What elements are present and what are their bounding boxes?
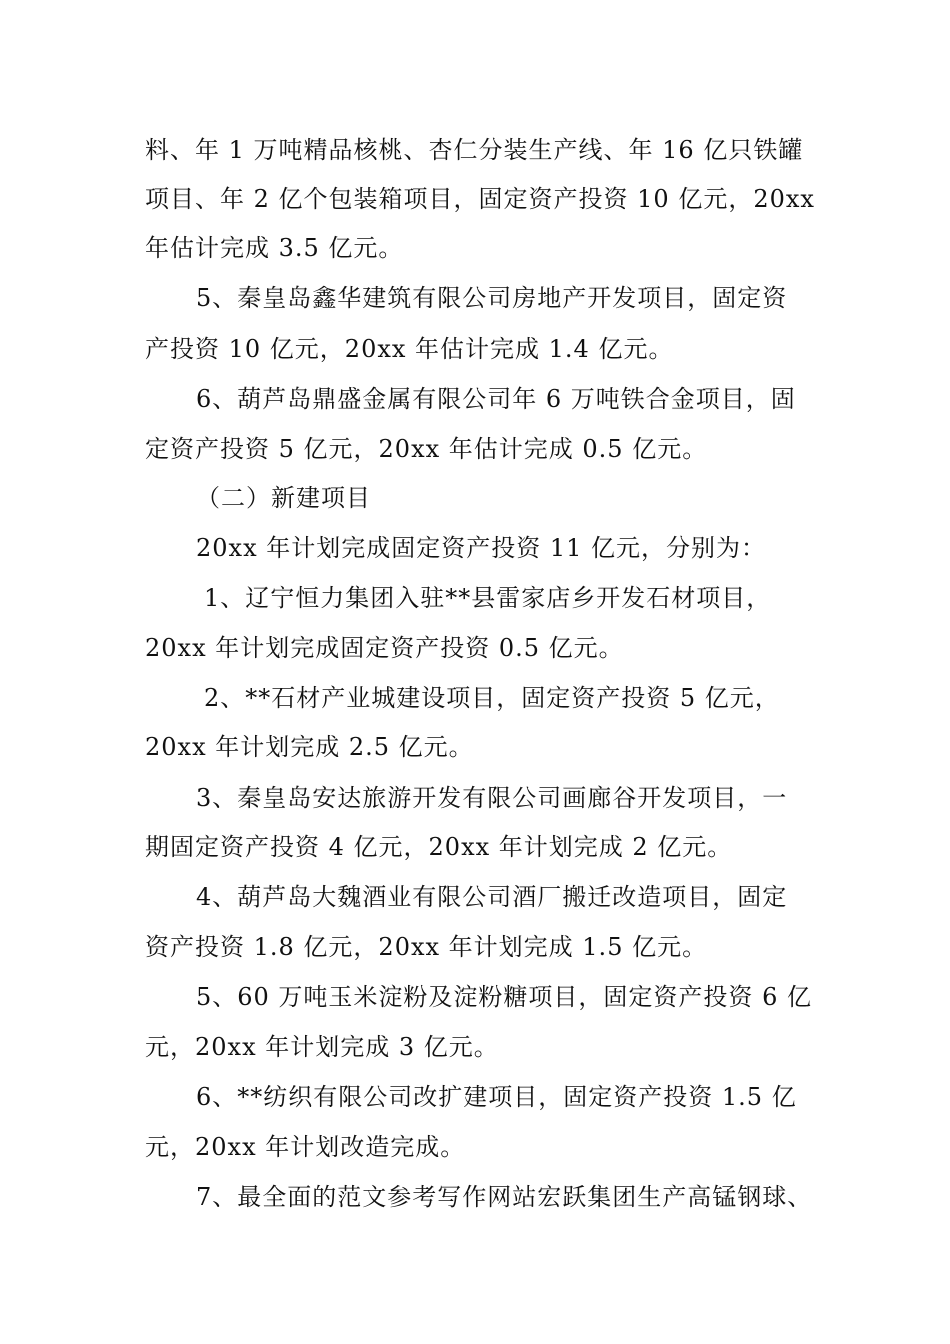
text-line: 定资产投资 5 亿元，20xx 年估计完成 0.5 亿元。 [145, 435, 708, 463]
text-line: 元，20xx 年计划完成 3 亿元。 [145, 1033, 499, 1061]
text-line: 7、最全面的范文参考写作网站宏跃集团生产高锰钢球、 [196, 1183, 813, 1211]
text-line: 6、**纺织有限公司改扩建项目，固定资产投资 1.5 亿 [196, 1083, 797, 1111]
text-line: 6、葫芦岛鼎盛金属有限公司年 6 万吨铁合金项目，固 [196, 385, 796, 413]
text-line: 料、年 1 万吨精品核桃、杏仁分装生产线、年 16 亿只铁罐 [145, 136, 804, 164]
text-line: 年估计完成 3.5 亿元。 [145, 234, 404, 262]
text-line: 1、辽宁恒力集团入驻**县雷家店乡开发石材项目， [204, 584, 772, 612]
text-line: 3、秦皇岛安达旅游开发有限公司画廊谷开发项目，一 [196, 784, 788, 812]
text-line: 20xx 年计划完成固定资产投资 11 亿元，分别为： [196, 534, 767, 562]
text-line: 产投资 10 亿元，20xx 年估计完成 1.4 亿元。 [145, 335, 674, 363]
section-heading: （二）新建项目 [196, 484, 371, 512]
text-line: 5、60 万吨玉米淀粉及淀粉糖项目，固定资产投资 6 亿 [196, 983, 812, 1011]
text-line: 2、**石材产业城建设项目，固定资产投资 5 亿元， [204, 684, 780, 712]
text-line: 20xx 年计划完成固定资产投资 0.5 亿元。 [145, 634, 624, 662]
text-line: 元，20xx 年计划改造完成。 [145, 1133, 466, 1161]
text-line: 4、葫芦岛大魏酒业有限公司酒厂搬迁改造项目，固定 [196, 883, 788, 911]
text-line: 资产投资 1.8 亿元，20xx 年计划完成 1.5 亿元。 [145, 933, 708, 961]
text-line: 项目、年 2 亿个包装箱项目，固定资产投资 10 亿元，20xx [145, 185, 815, 213]
text-line: 期固定资产投资 4 亿元，20xx 年计划完成 2 亿元。 [145, 833, 733, 861]
text-line: 20xx 年计划完成 2.5 亿元。 [145, 733, 474, 761]
text-line: 5、秦皇岛鑫华建筑有限公司房地产开发项目，固定资 [196, 284, 788, 312]
